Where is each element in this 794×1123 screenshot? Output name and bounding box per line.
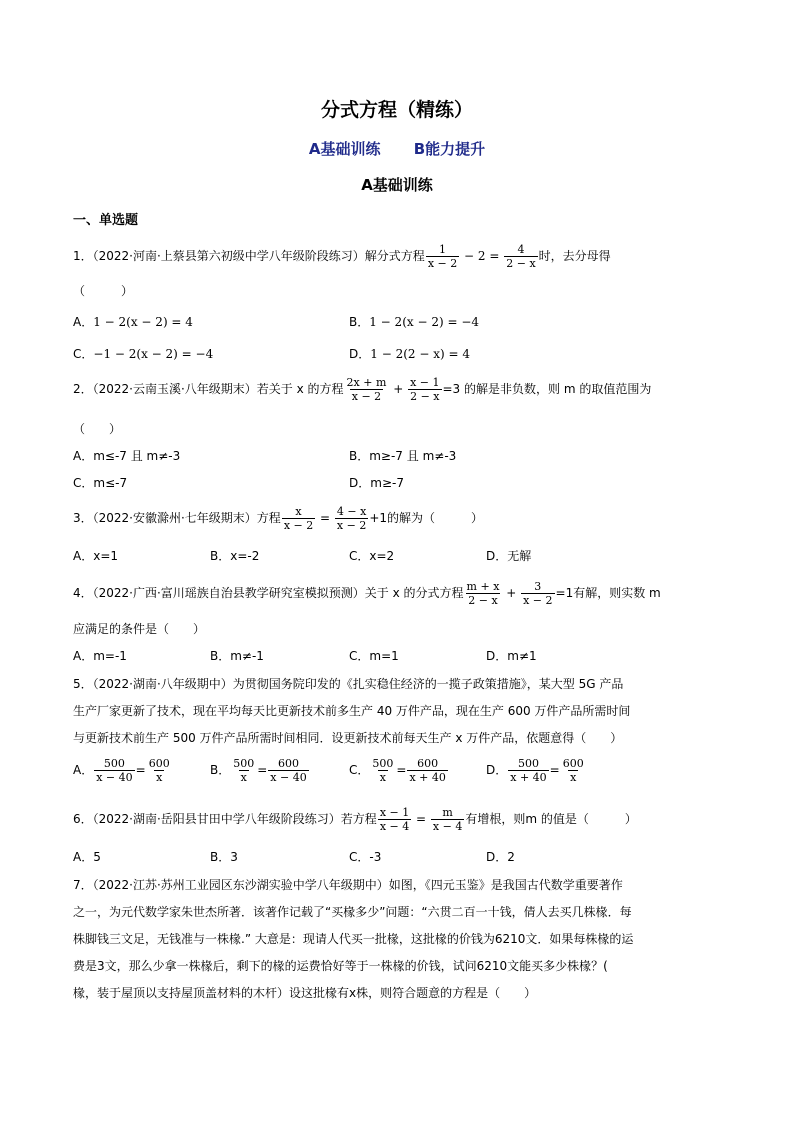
option-label: A．	[73, 850, 94, 864]
q1-frac2-den: 2 − x	[506, 257, 536, 270]
frac-den: x	[240, 771, 247, 784]
option-label: D．	[349, 476, 371, 490]
q4-stem-text: 4．（2022·广西·富川瑶族自治县教学研究室模拟预测）关于 x 的分式方程	[73, 586, 464, 600]
option-text: x=-2	[230, 549, 260, 563]
option-text: 1 − 2(2 − x) = 4	[370, 347, 470, 361]
equals-sign: =	[257, 763, 268, 777]
option-text: m≠1	[507, 649, 537, 663]
option-label: D．	[486, 850, 508, 864]
q3-option-a[interactable]	[73, 547, 118, 564]
q5b-frac-1	[231, 757, 256, 784]
frac-den: x + 40	[409, 771, 446, 784]
option-label: D．	[486, 549, 508, 563]
option-text: m≥-7	[370, 476, 404, 490]
option-text: 1 − 2(x − 2) = −4	[369, 315, 480, 329]
frac-den: x	[156, 771, 163, 784]
q2-fraction-2	[408, 376, 441, 403]
q2-option-c[interactable]	[73, 474, 127, 491]
equals-sign: =	[549, 763, 560, 777]
q2-frac1-num: 2x + m	[346, 376, 387, 389]
option-label: B．	[210, 763, 231, 777]
q6-eq: =	[412, 812, 430, 826]
option-label: D．	[349, 347, 371, 361]
frac-den: x	[570, 771, 577, 784]
q2-option-a[interactable]	[73, 447, 180, 464]
option-label: D．	[486, 649, 508, 663]
q4-option-c[interactable]	[349, 647, 399, 664]
frac-num: 500	[103, 757, 125, 770]
question-4-stem	[73, 580, 661, 607]
frac-num: 600	[278, 757, 299, 770]
option-label: A．	[73, 315, 94, 329]
q2-fraction-1	[345, 376, 389, 403]
q2-tail: =3 的解是非负数，则 m 的取值范围为	[442, 382, 652, 396]
option-label: B．	[210, 649, 231, 663]
option-text: 无解	[507, 549, 532, 563]
q5d-frac-1	[508, 757, 548, 784]
q4-fraction-2	[521, 580, 554, 607]
q2-option-d[interactable]	[349, 474, 404, 491]
part-heading: 一、单选题	[73, 213, 139, 228]
q6-frac2-num: m	[442, 806, 453, 819]
option-text: m=1	[369, 649, 399, 663]
section-links	[0, 138, 794, 159]
q5a-frac-2	[147, 757, 172, 784]
q2-frac1-den: x − 2	[351, 390, 382, 403]
q4-frac2-num: 3	[534, 580, 542, 593]
q4-frac2-den: x − 2	[523, 594, 553, 607]
q6-option-a[interactable]	[73, 848, 101, 865]
q3-fraction-2	[335, 505, 368, 532]
frac-num: 500	[517, 757, 539, 770]
q1-fraction-1	[426, 243, 459, 270]
option-text: x=2	[369, 549, 395, 563]
q6-frac1-num: x − 1	[379, 806, 410, 819]
q1-mid: − 2 =	[460, 249, 504, 263]
q3-eq: =	[316, 511, 334, 525]
q2-plus: +	[389, 382, 408, 396]
option-label: B．	[349, 449, 370, 463]
q1-option-b[interactable]	[349, 313, 479, 330]
q4-plus: +	[502, 586, 521, 600]
q3-frac1-den: x − 2	[283, 519, 314, 532]
q1-option-c[interactable]	[73, 345, 213, 362]
question-2-stem	[73, 376, 651, 403]
option-label: B．	[210, 850, 231, 864]
frac-num: 600	[562, 757, 584, 770]
option-label: B．	[349, 315, 370, 329]
q4-fraction-1	[465, 580, 502, 607]
q1-frac1-num: 1	[439, 243, 447, 256]
option-text: 1 − 2(x − 2) = 4	[93, 315, 193, 329]
q1-stem-text: 1．（2022·河南·上蔡县第六初级中学八年级阶段练习）解分式方程	[73, 249, 425, 263]
q4-stem-line-2: 应满足的条件是（ ）	[73, 622, 206, 636]
q7-stem-line-5: 椽，装于屋顶以支持屋顶盖材料的木杆）设这批椽有x株，则符合题意的方程是（ ）	[73, 986, 537, 1000]
option-text: 5	[93, 850, 101, 864]
frac-num: 500	[372, 757, 394, 770]
option-label: D．	[486, 763, 508, 777]
q5-stem-line-1: 5．（2022·湖南·八年级期中）为贯彻国务院印发的《扎实稳住经济的一揽子政策措施》，某大型 5G 产品	[73, 677, 624, 691]
q7-stem-line-2: 之一，为元代数学家朱世杰所著．该著作记载了“买椽多少”问题：“六贯二百一十钱，倩人去买几株椽．每	[73, 905, 632, 919]
q6-frac2-den: x − 4	[432, 820, 463, 833]
q3-option-c[interactable]	[349, 547, 394, 564]
q5c-frac-2	[407, 757, 447, 784]
q1-frac1-den: x − 2	[427, 257, 458, 270]
q4-frac1-num: m + x	[466, 580, 500, 593]
q1-frac2-num: 4	[517, 243, 525, 256]
equals-sign: =	[135, 763, 146, 777]
frac-den: x − 40	[270, 771, 307, 784]
option-text: 2	[507, 850, 515, 864]
link-ability-improvement[interactable]: B能力提升	[413, 140, 486, 158]
option-label: A．	[73, 763, 94, 777]
option-label: C．	[73, 476, 94, 490]
q5-stem-line-2: 生产厂家更新了技术，现在平均每天比更新技术前多生产 40 万件产品，现在生产 600 万件产品所需时间	[73, 704, 631, 718]
option-text: 3	[230, 850, 238, 864]
q5-option-a[interactable]	[73, 757, 173, 784]
q3-tail: +1的解为（ ）	[369, 511, 484, 525]
q2-frac2-den: 2 − x	[410, 390, 440, 403]
frac-num: 600	[148, 757, 170, 770]
q3-option-b[interactable]	[210, 547, 259, 564]
q6-fraction-1	[378, 806, 411, 833]
q1-fraction-2	[504, 243, 537, 270]
option-label: A．	[73, 549, 94, 563]
q4-option-d[interactable]	[486, 647, 537, 664]
option-label: C．	[349, 649, 370, 663]
q1-option-a[interactable]	[73, 313, 193, 330]
q4-option-a[interactable]	[73, 647, 127, 664]
q1-tail: 时，去分母得	[538, 249, 611, 263]
option-label: C．	[349, 850, 370, 864]
option-label: A．	[73, 649, 94, 663]
q6-fraction-2	[431, 806, 464, 833]
equals-sign: =	[396, 763, 407, 777]
q4-frac1-den: 2 − x	[468, 594, 498, 607]
option-text: m≤-7	[93, 476, 128, 490]
q5-option-d[interactable]	[486, 757, 587, 784]
q3-fraction-1	[282, 505, 315, 532]
q7-stem-line-3: 株脚钱三文足，无钱准与一株椽.” 大意是：现请人代买一批椽，这批椽的价钱为6210文．如果每株椽的运	[73, 932, 634, 946]
q4-option-b[interactable]	[210, 647, 264, 664]
option-text: m≠-1	[230, 649, 264, 663]
q2-answer-paren: （ ）	[73, 422, 122, 436]
q2-frac2-num: x − 1	[410, 376, 440, 389]
q6-option-c[interactable]	[349, 848, 381, 865]
option-label: C．	[73, 347, 94, 361]
q1-option-d[interactable]	[349, 345, 470, 362]
option-label: B．	[210, 549, 231, 563]
question-1-stem	[73, 243, 611, 270]
q2-stem-text: 2．（2022·云南玉溪·八年级期末）若关于 x 的方程	[73, 382, 344, 396]
question-3-stem	[73, 505, 483, 532]
q6-frac1-den: x − 4	[379, 820, 410, 833]
q5d-frac-2	[561, 757, 586, 784]
q6-option-d[interactable]	[486, 848, 515, 865]
link-basic-training[interactable]: A基础训练	[308, 140, 381, 158]
question-6-stem	[73, 806, 637, 833]
q5-stem-line-3: 与更新技术前生产 500 万件产品所需时间相同．设更新技术前每天生产 x 万件产品，依题意得（ ）	[73, 731, 623, 745]
frac-den: x + 40	[510, 771, 547, 784]
option-label: A．	[73, 449, 94, 463]
q3-frac2-den: x − 2	[336, 519, 367, 532]
q6-option-b[interactable]	[210, 848, 238, 865]
q6-tail: 有增根，则m 的值是（ ）	[465, 812, 637, 826]
frac-num: 600	[417, 757, 439, 770]
q3-frac1-num: x	[295, 505, 302, 518]
option-text: -3	[369, 850, 382, 864]
q6-stem-text: 6．（2022·湖南·岳阳县甘田中学八年级阶段练习）若方程	[73, 812, 377, 826]
frac-num: 500	[233, 757, 255, 770]
frac-den: x	[379, 771, 386, 784]
option-label: C．	[349, 763, 370, 777]
q3-frac2-num: 4 − x	[336, 505, 367, 518]
option-text: −1 − 2(x − 2) = −4	[93, 347, 214, 361]
q3-stem-text: 3．（2022·安徽滁州·七年级期末）方程	[73, 511, 281, 525]
option-text: x=1	[93, 549, 119, 563]
q3-option-d[interactable]	[486, 547, 531, 564]
q5b-frac-2	[268, 757, 308, 784]
section-heading: A基础训练	[361, 176, 433, 194]
option-text: m≤-7 且 m≠-3	[93, 449, 181, 463]
q5a-frac-1	[94, 757, 134, 784]
q7-stem-line-4: 费是3文，那么少拿一株椽后，剩下的椽的运费恰好等于一株椽的价钱，试问6210文能买多少株椽？(	[73, 959, 608, 973]
page-title: 分式方程（精练）	[320, 99, 473, 121]
q5-option-c[interactable]	[349, 757, 449, 784]
q7-stem-line-1: 7．（2022·江苏·苏州工业园区东沙湖实验中学八年级期中）如图，《四元玉鉴》是我国古代数学重要著作	[73, 878, 623, 892]
q5c-frac-1	[370, 757, 395, 784]
q1-answer-paren: （ ）	[73, 284, 134, 298]
q4-tail: =1有解，则实数 m	[555, 586, 661, 600]
option-text: m≥-7 且 m≠-3	[369, 449, 457, 463]
q5-option-b[interactable]	[210, 757, 310, 784]
option-label: C．	[349, 549, 370, 563]
option-text: m=-1	[93, 649, 127, 663]
q2-option-b[interactable]	[349, 447, 456, 464]
frac-den: x − 40	[96, 771, 133, 784]
